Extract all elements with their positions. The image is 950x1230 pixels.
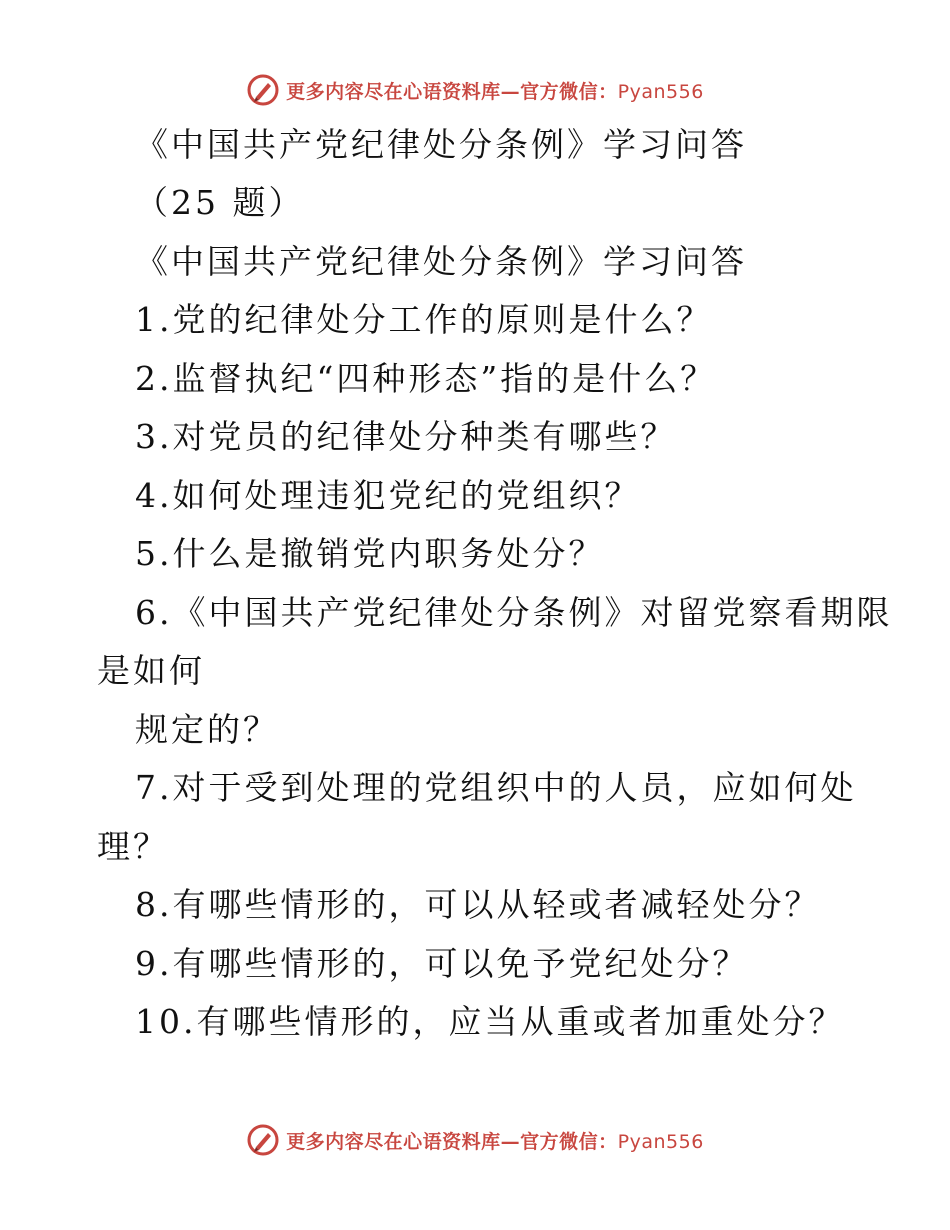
question-line-continuation: 理？ xyxy=(97,827,169,866)
question-line: 10.有哪些情形的，应当从重或者加重处分？ xyxy=(135,1002,845,1041)
question-line-continuation: 规定的？ xyxy=(135,710,279,749)
question-line-continuation: 是如何 xyxy=(97,651,205,690)
question-count-note: （25 题） xyxy=(135,183,305,222)
wechat-id: Pyan556 xyxy=(617,80,704,103)
question-line: 5.什么是撤销党内职务处分？ xyxy=(135,534,605,573)
document-title: 《中国共产党纪律处分条例》学习问答 xyxy=(135,125,747,164)
wechat-id: Pyan556 xyxy=(617,1130,704,1153)
pen-logo-icon xyxy=(246,73,280,107)
question-line: 6.《中国共产党纪律处分条例》对留党察看期限 xyxy=(135,593,893,632)
question-line: 3.对党员的纪律处分种类有哪些？ xyxy=(135,417,677,456)
question-line: 9.有哪些情形的，可以免予党纪处分？ xyxy=(135,944,749,983)
question-line: 8.有哪些情形的，可以从轻或者减轻处分？ xyxy=(135,885,821,924)
question-line: 4.如何处理违犯党纪的党组织？ xyxy=(135,476,641,515)
watermark-text: 更多内容尽在心语资料库—官方微信：Pyan556 xyxy=(286,1130,704,1153)
question-line: 7.对于受到处理的党组织中的人员，应如何处 xyxy=(135,768,857,807)
question-line: 2.监督执纪“四种形态”指的是什么？ xyxy=(135,359,717,398)
header-watermark-banner xyxy=(0,70,950,110)
pen-logo-icon xyxy=(246,1123,280,1157)
question-line: 1.党的纪律处分工作的原则是什么？ xyxy=(135,300,713,339)
footer-watermark-banner xyxy=(0,1120,950,1160)
document-title-repeat: 《中国共产党纪律处分条例》学习问答 xyxy=(135,242,747,281)
watermark-text: 更多内容尽在心语资料库—官方微信：Pyan556 xyxy=(286,80,704,103)
